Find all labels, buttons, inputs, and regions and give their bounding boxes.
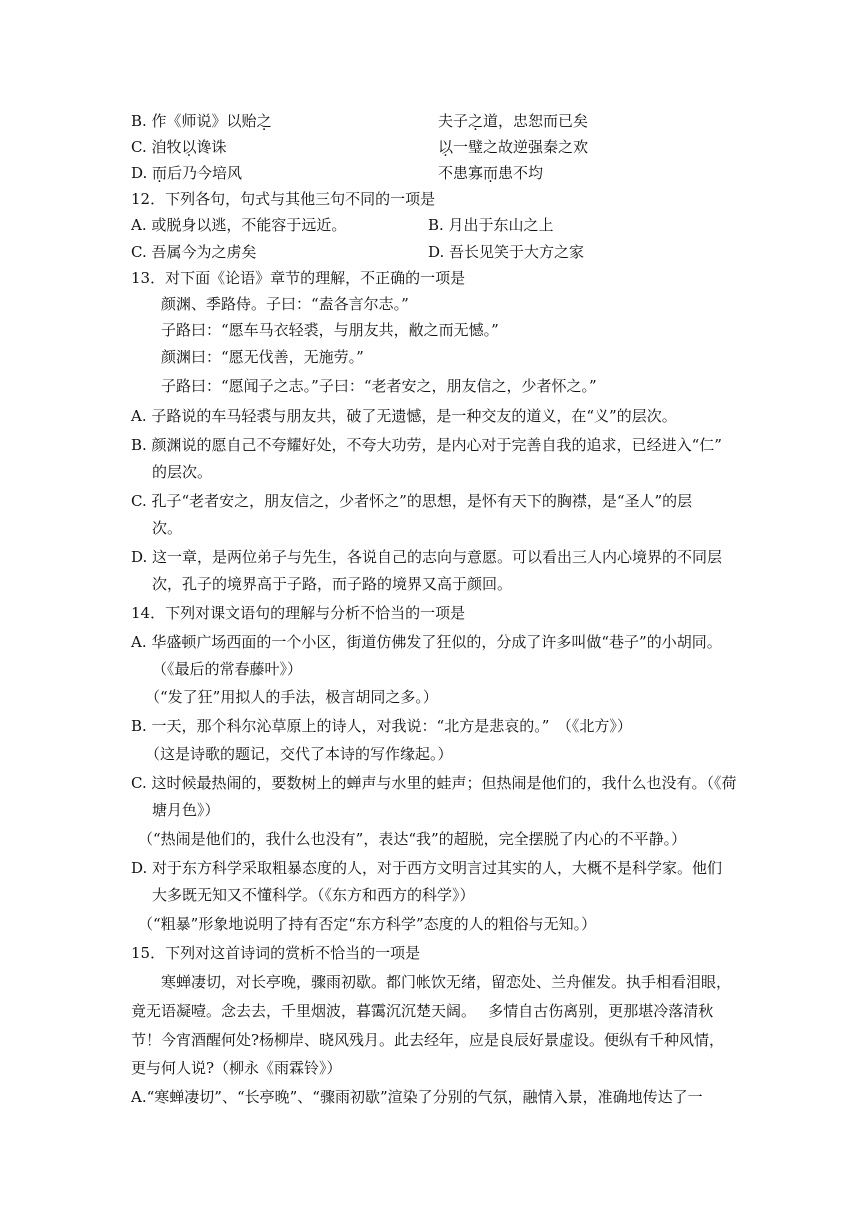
q14-option-a-note: （“发了狂”用拟人的手法，极言胡同之多。）: [145, 688, 438, 706]
q13-option-b-line-2: 的层次。: [152, 463, 213, 481]
q11-c-right-dotted-char: 以: [438, 138, 454, 156]
q11-b-right-dotted-char: 之: [468, 112, 484, 130]
q11-option-d-left: [131, 163, 242, 183]
q15-poem-line-3: 节！今宵酒醒何处?杨柳岸、晓风残月。此去经年，应是良辰好景虚设。便纵有千种风情，: [131, 1031, 725, 1049]
q13-passage-line-3: 颜渊曰：“愿无伐善，无施劳。”: [161, 348, 364, 366]
q14-option-c-line-2: 塘月色》）: [152, 801, 220, 819]
q11-option-b-right: [438, 111, 588, 131]
q11-c-left-text-2: 谗诛: [196, 138, 227, 156]
q12-option-a: A. 或脱身以逃，不能容于远近。: [131, 216, 347, 234]
q15-poem-line-1: 寒蝉凄切，对长亭晚，骤雨初歇。都门帐饮无绪，留恋处、兰舟催发。执手相看泪眼，: [161, 973, 732, 991]
q11-option-c-right: [438, 137, 588, 157]
q13-option-a: A. 子路说的车马轻裘与朋友共，破了无遗憾，是一种交友的道义，在“义”的层次。: [131, 407, 677, 425]
q14-option-b-note: （这是诗歌的题记，交代了本诗的写作缘起。）: [145, 745, 453, 763]
q11-d-right-text: 不患寡: [438, 164, 484, 182]
q14-option-d-note: （“粗暴”形象地说明了持有否定“东方科学”态度的人的粗俗与无知。）: [138, 915, 597, 933]
q14-option-a-line-2: （《最后的常春藤叶》）: [152, 660, 303, 678]
q11-d-left-dotted-char: 而: [152, 164, 168, 182]
q11-c-left-text: C. 洎牧: [131, 138, 182, 156]
q11-option-b-left: [131, 111, 272, 131]
q14-option-d-line-1: D. 对于东方科学采取粗暴态度的人，对于西方文明言过其实的人，大概不是科学家。他们: [131, 859, 723, 877]
q11-d-right-text-2: 患不均: [498, 164, 544, 182]
q13-option-d-line-2: 次，孔子的境界高于子路，而子路的境界又高于颜回。: [152, 575, 513, 593]
q11-d-right-dotted-char: 而: [483, 164, 499, 182]
q14-option-b-line-1: B. 一天，那个科尔沁草原上的诗人，对我说：“北方是悲哀的。” （《北方》）: [131, 717, 632, 735]
q13-passage-line-2: 子路曰：“愿车马衣轻裘，与朋友共，敝之而无憾。”: [161, 321, 499, 339]
q15-poem-line-4: 更与何人说?（柳永《雨霖铃》）: [131, 1059, 342, 1077]
q11-c-right-text: 一璧之故逆强秦之欢: [453, 138, 589, 156]
q11-b-left-text: B. 作《师说》以贻: [131, 112, 257, 130]
q12-option-c: C. 吾属今为之虏矣: [131, 243, 257, 261]
q13-option-c-line-1: C. 孔子“老者安之，朋友信之，少者怀之”的思想，是怀有天下的胸襟，是“圣人”的层: [131, 492, 693, 510]
q11-c-left-dotted-char: 以: [181, 138, 197, 156]
q13-option-d-line-1: D. 这一章，是两位弟子与先生，各说自己的志向与意愿。可以看出三人内心境界的不同层: [131, 548, 723, 566]
q12-stem: 12．下列各句，句式与其他三句不同的一项是: [131, 190, 436, 208]
q13-passage-line-1: 颜渊、季路侍。子曰：“盍各言尔志。”: [161, 295, 409, 313]
q15-stem: 15．下列对这首诗词的赏析不恰当的一项是: [131, 944, 421, 962]
q11-d-left-label: D.: [131, 164, 153, 182]
q11-b-right-text-2: 道，忠恕而已矣: [483, 112, 589, 130]
q11-option-c-left: [131, 137, 227, 157]
q13-passage-line-4: 子路曰：“愿闻子之志。”子曰：“老者安之，朋友信之，少者怀之。”: [161, 377, 597, 395]
q15-poem-line-2: 竟无语凝噎。念去去，千里烟波，暮霭沉沉楚天阔。 多情自古伤离别，更那堪冷落清秋: [131, 1002, 714, 1020]
q13-option-c-line-2: 次。: [152, 519, 183, 537]
q11-d-left-text: 后乃今培风: [167, 164, 243, 182]
q13-stem: 13．对下面《论语》章节的理解，不正确的一项是: [131, 269, 466, 287]
q14-option-a-line-1: A. 华盛顿广场西面的一个小区，街道仿佛发了狂似的，分成了许多叫做“巷子”的小胡同。: [131, 633, 722, 651]
q14-option-c-line-1: C. 这时候最热闹的，要数树上的蝉声与水里的蛙声；但热闹是他们的，我什么也没有。（《荷: [131, 774, 737, 792]
q11-b-right-text: 夫子: [438, 112, 469, 130]
q12-option-b: B. 月出于东山之上: [428, 216, 554, 234]
q15-option-a-line-1: A.“寒蝉凄切”、“长亭晚”、“骤雨初歇”渲染了分别的气氛，融情入景，准确地传达了一: [131, 1088, 703, 1106]
q11-b-left-dotted-char: 之: [256, 112, 272, 130]
q14-option-d-line-2: 大多既无知又不懂科学。（《东方和西方的科学》）: [152, 886, 475, 904]
q13-option-b-line-1: B. 颜渊说的愿自己不夸耀好处，不夸大功劳，是内心对于完善自我的追求，已经进入“仁”: [131, 436, 722, 454]
q12-option-d: D. 吾长见笑于大方之家: [428, 243, 585, 261]
q14-option-c-note: （“热闹是他们的，我什么也没有”，表达“我”的超脱，完全摆脱了内心的不平静。）: [138, 830, 687, 848]
q14-stem: 14．下列对课文语句的理解与分析不恰当的一项是: [131, 604, 466, 622]
q11-option-d-right: [438, 163, 543, 183]
